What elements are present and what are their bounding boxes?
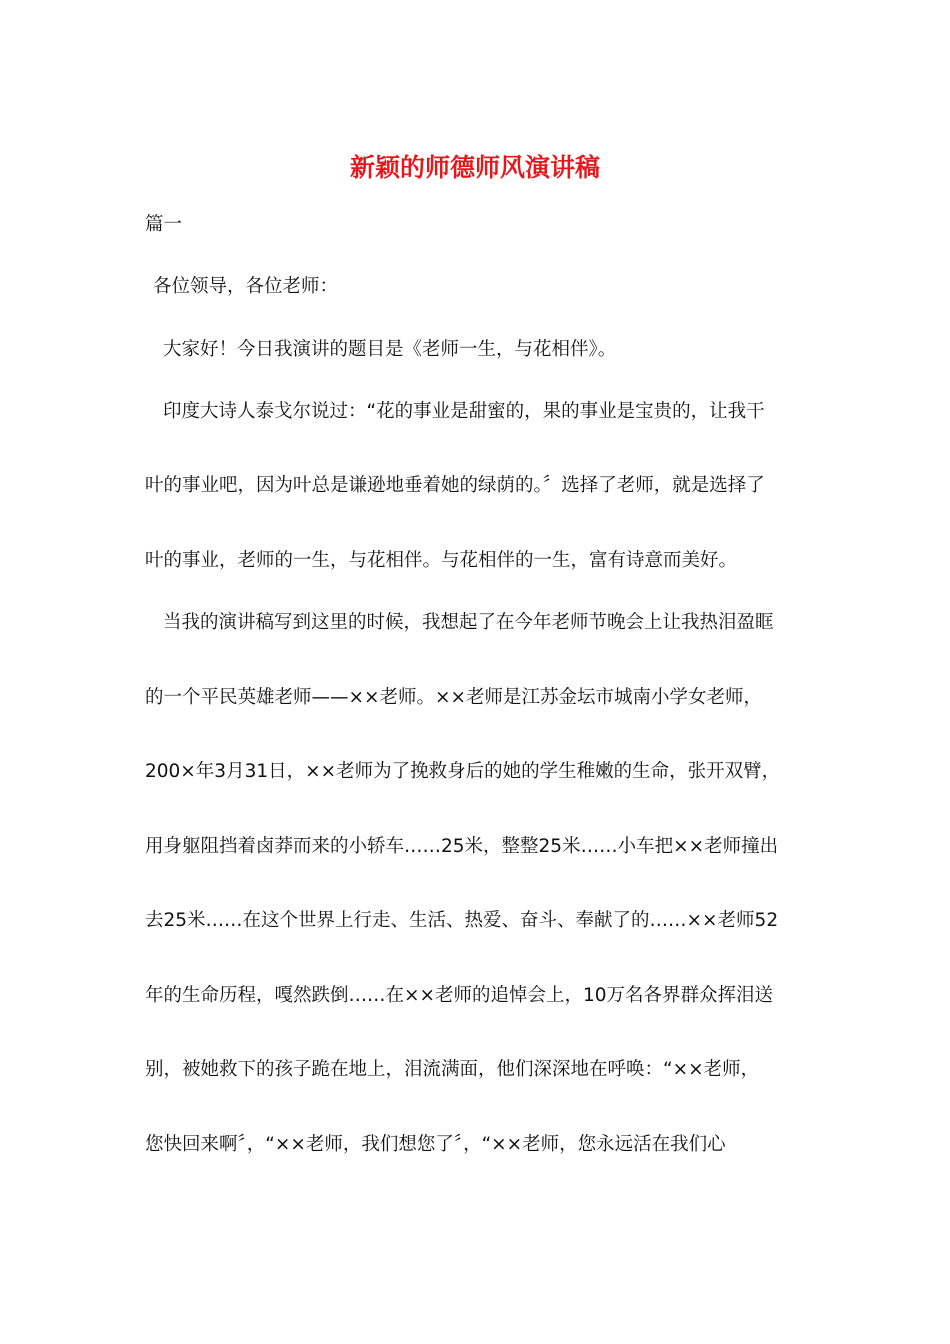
paragraph-line: 叶的事业吧，因为叶总是谦逊地垂着她的绿荫的。〞选择了老师，就是选择了 bbox=[145, 475, 765, 496]
paragraph-line: 200×年3月31日，××老师为了挽救身后的她的学生稚嫩的生命，张开双臂， bbox=[145, 761, 781, 782]
section-label: 篇一 bbox=[145, 214, 183, 235]
paragraph-line: 去25米……在这个世界上行走、生活、热爱、奋斗、奉献了的……××老师52 bbox=[145, 910, 779, 931]
paragraph-line: 的一个平民英雄老师——××老师。××老师是江苏金坛市城南小学女老师， bbox=[145, 687, 763, 708]
paragraph-line: 别，被她救下的孩子跪在地上，泪流满面，他们深深地在呼唤：“××老师， bbox=[145, 1059, 760, 1080]
salutation-line: 各位领导，各位老师： bbox=[153, 276, 339, 297]
paragraph-line: 年的生命历程，嘎然跌倒……在××老师的追悼会上，10万名各界群众挥泪送 bbox=[145, 985, 774, 1006]
paragraph-line: 印度大诗人泰戈尔说过：“花的事业是甜蜜的，果的事业是宝贵的，让我干 bbox=[163, 401, 765, 422]
paragraph-line: 用身躯阻挡着卤莽而来的小轿车……25米，整整25米……小车把××老师撞出 bbox=[145, 836, 779, 857]
paragraph-line: 大家好！今日我演讲的题目是《老师一生，与花相伴》。 bbox=[163, 339, 617, 360]
paragraph-line: 叶的事业，老师的一生，与花相伴。与花相伴的一生，富有诗意而美好。 bbox=[145, 550, 738, 571]
document-title: 新颖的师德师风演讲稿 bbox=[349, 153, 600, 182]
paragraph-line: 当我的演讲稿写到这里的时候，我想起了在今年老师节晚会上让我热泪盈眶 bbox=[163, 612, 774, 633]
paragraph-line: 您快回来啊〞，“××老师，我们想您了〞，“××老师，您永远活在我们心 bbox=[145, 1134, 726, 1155]
